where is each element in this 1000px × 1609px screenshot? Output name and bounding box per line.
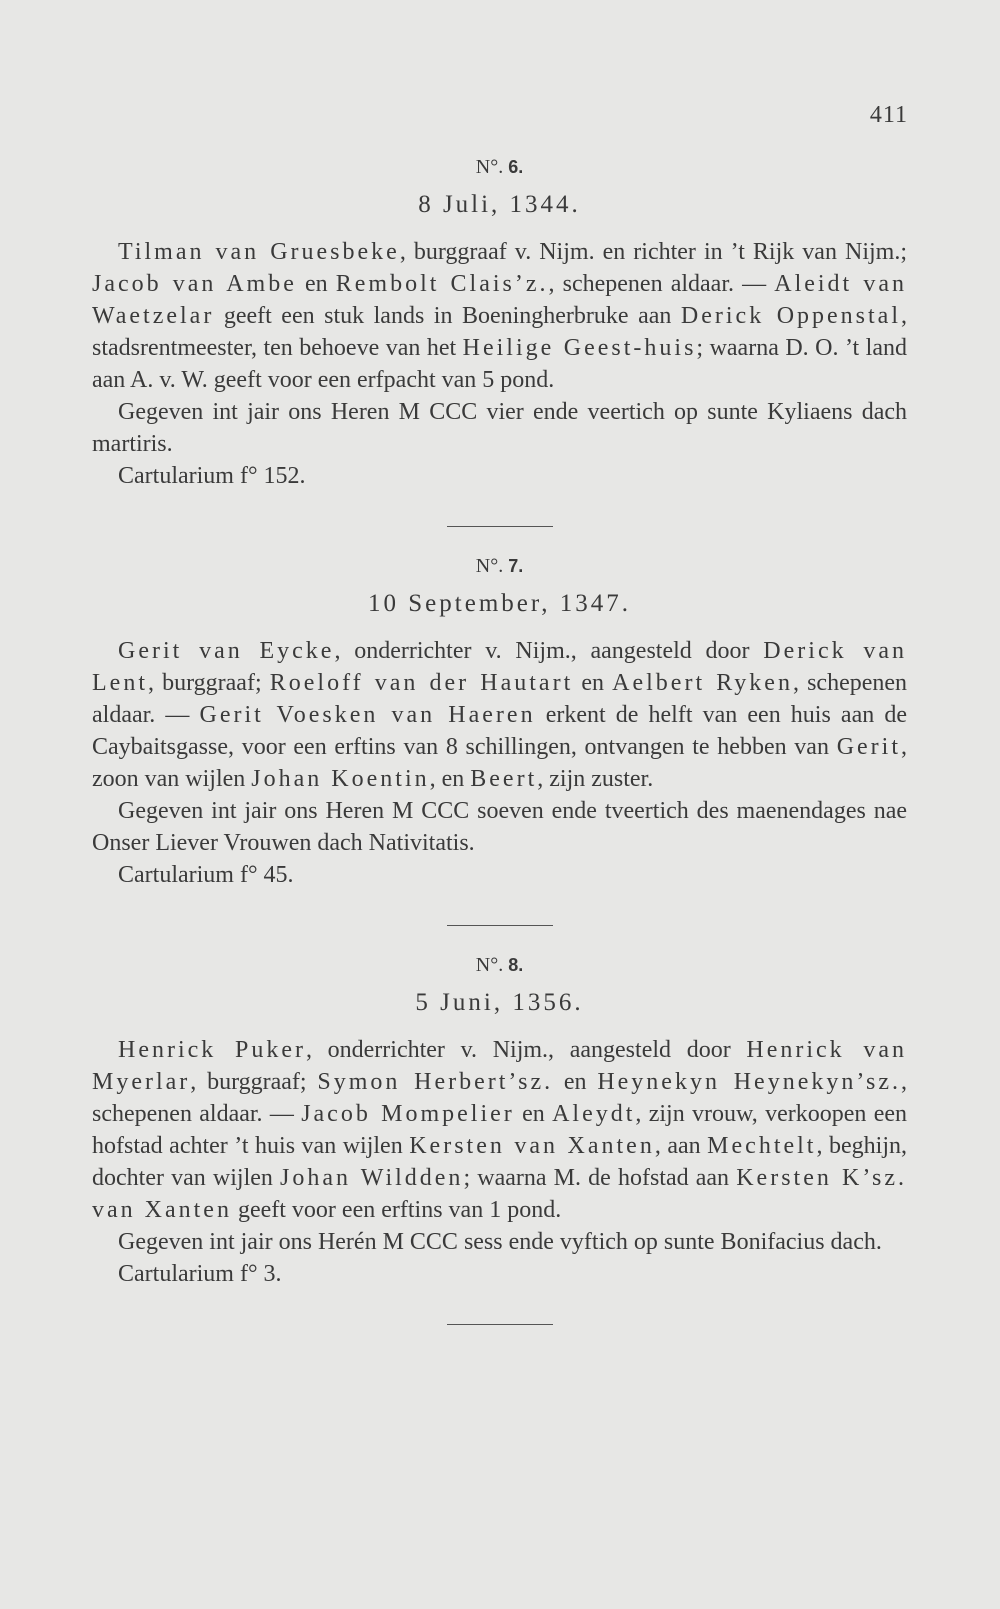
entry-source: Cartularium f° 3. — [118, 1261, 282, 1287]
document-body — [92, 150, 907, 1347]
person-name: Henrick Puker — [118, 1037, 306, 1063]
person-name: Roeloff van der Hautart — [269, 670, 574, 696]
person-name: Rembolt Clais’z. — [335, 271, 549, 297]
person-name: Mechtelt — [707, 1133, 817, 1159]
person-name: Henrick van Myerlar — [92, 1037, 907, 1095]
text-run: en — [514, 1101, 553, 1127]
person-name: Heilige Geest-huis — [462, 335, 697, 361]
person-name: Aleydt — [552, 1101, 636, 1127]
entry-date: 10 September, 1347. — [368, 590, 631, 617]
text-run: ; waarna D. O. ’t land aan A. v. W. geeft voor een erfpacht van 5 pond. — [92, 335, 907, 393]
text-run: en — [296, 271, 336, 297]
text-run: , stadsrentmeester, ten behoeve van het — [92, 303, 908, 361]
person-name: Gerit Voesken van Haeren — [199, 702, 536, 728]
entry-source: Cartularium f° 152. — [118, 463, 306, 489]
text-run: , burggraaf; — [190, 1069, 318, 1095]
entry-number-value: 7. — [508, 556, 524, 576]
person-name: Kersten van Xanten — [409, 1133, 655, 1159]
entry-number-value: 6. — [508, 157, 524, 177]
entry-number — [92, 948, 907, 982]
entry-8 — [92, 948, 907, 1290]
person-name: Derick van Lent — [92, 638, 907, 696]
person-name: Aelbert Ryken — [612, 670, 793, 696]
text-run: geeft een stuk lands in Boeningherbruke aan — [214, 303, 681, 329]
person-name: Symon Herbert’sz. — [317, 1069, 554, 1095]
entry-number — [92, 150, 907, 184]
text-run: , schepenen aldaar. — — [92, 670, 908, 728]
person-name: Tilman van Gruesbeke — [118, 239, 400, 265]
person-name: Heynekyn Heynekyn’sz. — [597, 1069, 902, 1095]
text-run: , burggraaf; — [147, 670, 270, 696]
text-run: , schepenen aldaar. — — [548, 271, 775, 297]
person-name: Beert — [470, 766, 538, 792]
text-run: , zijn zuster. — [537, 766, 654, 792]
text-run: , beghijn, dochter van wijlen — [92, 1133, 907, 1191]
text-run: , zijn vrouw, verkoopen een hofstad achter ’t huis van wijlen — [92, 1101, 908, 1159]
person-name: Gerit — [836, 734, 901, 760]
person-name: Derick Oppenstal — [680, 303, 902, 329]
entry-original-text: Gegeven int jair ons Herén M CCC sess ende vyftich op sunte Bonifacius dach. — [118, 1229, 882, 1255]
page-number: 411 — [869, 102, 908, 128]
entry-source: Cartularium f° 45. — [118, 862, 294, 888]
text-run: , schepenen aldaar. — — [92, 1069, 908, 1127]
entry-number-prefix: N°. — [475, 555, 504, 577]
entry-summary — [92, 236, 907, 396]
entry-number-prefix: N°. — [475, 954, 504, 976]
text-run: , en — [429, 766, 471, 792]
entry-date: 5 Juni, 1356. — [415, 989, 584, 1016]
person-name: Aleidt van Waetzelar — [92, 271, 907, 329]
person-name: Kersten K’sz. van Xanten — [92, 1165, 907, 1223]
entry-number-value: 8. — [508, 955, 524, 975]
text-run: , aan — [654, 1133, 708, 1159]
entry-date: 8 Juli, 1344. — [418, 191, 581, 218]
person-name: Jacob Mompelier — [301, 1101, 515, 1127]
entry-summary — [92, 1034, 907, 1226]
entry-original-text: Gegeven int jair ons Heren M CCC vier ende veertich op sunte Kyliaens dach martiris. — [92, 399, 907, 457]
entry-number-prefix: N°. — [475, 156, 504, 178]
text-run: ; waarna M. de hofstad aan — [463, 1165, 737, 1191]
text-run: geeft voor een erftins van 1 pond. — [231, 1197, 562, 1223]
entry-summary — [92, 635, 907, 795]
text-run: , burggraaf v. Nijm. en richter in ’t Rijk van Nijm.; — [399, 239, 908, 265]
text-run: erkent de helft van een huis aan de Caybaitsgasse, voor een erftins van 8 schillingen, ontvangen te hebben van — [92, 702, 908, 760]
entry-6 — [92, 150, 907, 492]
text-run: , onderrichter v. Nijm., aangesteld door — [305, 1037, 747, 1063]
person-name: Gerit van Eycke — [118, 638, 335, 664]
person-name: Johan Koentin — [251, 766, 430, 792]
separator-line — [447, 1324, 553, 1325]
person-name: Jacob van Ambe — [92, 271, 297, 297]
person-name: Johan Wildden — [280, 1165, 464, 1191]
text-run: en — [553, 1069, 598, 1095]
text-run: , onderrichter v. Nijm., aangesteld door — [334, 638, 764, 664]
entry-number — [92, 549, 907, 583]
text-run: , zoon van wijlen — [92, 734, 907, 792]
separator-line — [447, 925, 553, 926]
entry-original-text: Gegeven int jair ons Heren M CCC soeven ende tveertich des maenendages nae Onser Liever Vrouwen dach Nativitatis. — [92, 798, 907, 856]
separator-line — [447, 526, 553, 527]
text-run: en — [573, 670, 613, 696]
entry-7 — [92, 549, 907, 891]
